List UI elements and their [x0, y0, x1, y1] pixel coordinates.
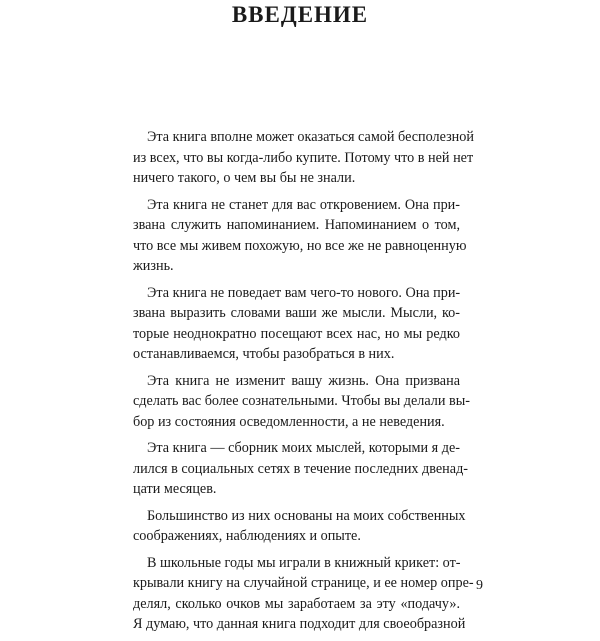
text-line: Эта книга не изменит вашу жизнь. Она призвана	[147, 372, 460, 389]
text-line: что все мы живем похожую, но все же не равноценную	[133, 237, 467, 254]
paragraph	[118, 371, 470, 433]
text-line: Большинство из них основаны на моих собственных	[147, 507, 466, 524]
paragraph	[118, 283, 460, 365]
paragraph	[118, 438, 469, 500]
text-line: звана служить напоминанием. Напоминанием о том,	[133, 217, 460, 233]
text-line: В школьные годы мы играли в книжный крикет: от-	[147, 554, 461, 571]
text-line: цати месяцев.	[133, 481, 217, 497]
paragraph	[118, 127, 474, 189]
text-line: жизнь.	[133, 258, 174, 274]
text-line: Эта книга не станет для вас откровением. Она при-	[147, 196, 460, 213]
text-line: Эта книга — сборник моих мыслей, которыми я де-	[147, 440, 460, 456]
page-number: 9	[476, 578, 483, 593]
text-line: торые неоднократно посещают всех нас, но мы редко	[133, 325, 460, 342]
page-title: ВВЕДЕНИЕ	[231, 2, 369, 27]
text-line: ничего такого, о чем вы бы не знали.	[133, 170, 356, 186]
body-text	[118, 127, 474, 641]
text-line: лился в социальных сетях в течение последних двенад-	[133, 460, 469, 477]
text-line: соображениях, наблюдениях и опыте.	[133, 528, 361, 544]
paragraph	[118, 195, 467, 277]
text-line: бор из состояния осведомленности, а не неведения.	[133, 413, 445, 430]
text-line: Я думаю, что данная книга подходит для своеобразной	[133, 616, 466, 632]
paragraph	[118, 553, 474, 635]
text-line: Эта книга не поведает вам чего-то нового. Она при-	[147, 284, 461, 301]
text-line: делял, сколько очков мы заработаем за эту «подачу».	[133, 595, 460, 612]
text-line: звана выразить словами ваши же мысли. Мысли, ко-	[133, 305, 460, 321]
paragraph	[118, 506, 466, 547]
text-line: останавливаемся, чтобы разобраться в них.	[133, 346, 395, 362]
text-line: сделать вас более сознательными. Чтобы вы делали вы-	[133, 393, 470, 409]
text-line: крывали книгу на случайной странице, и ее номер опре-	[133, 575, 474, 591]
text-line: Эта книга вполне может оказаться самой бесполезной	[147, 129, 474, 145]
text-line: из всех, что вы когда-либо купите. Потому что в ней нет	[133, 149, 474, 166]
